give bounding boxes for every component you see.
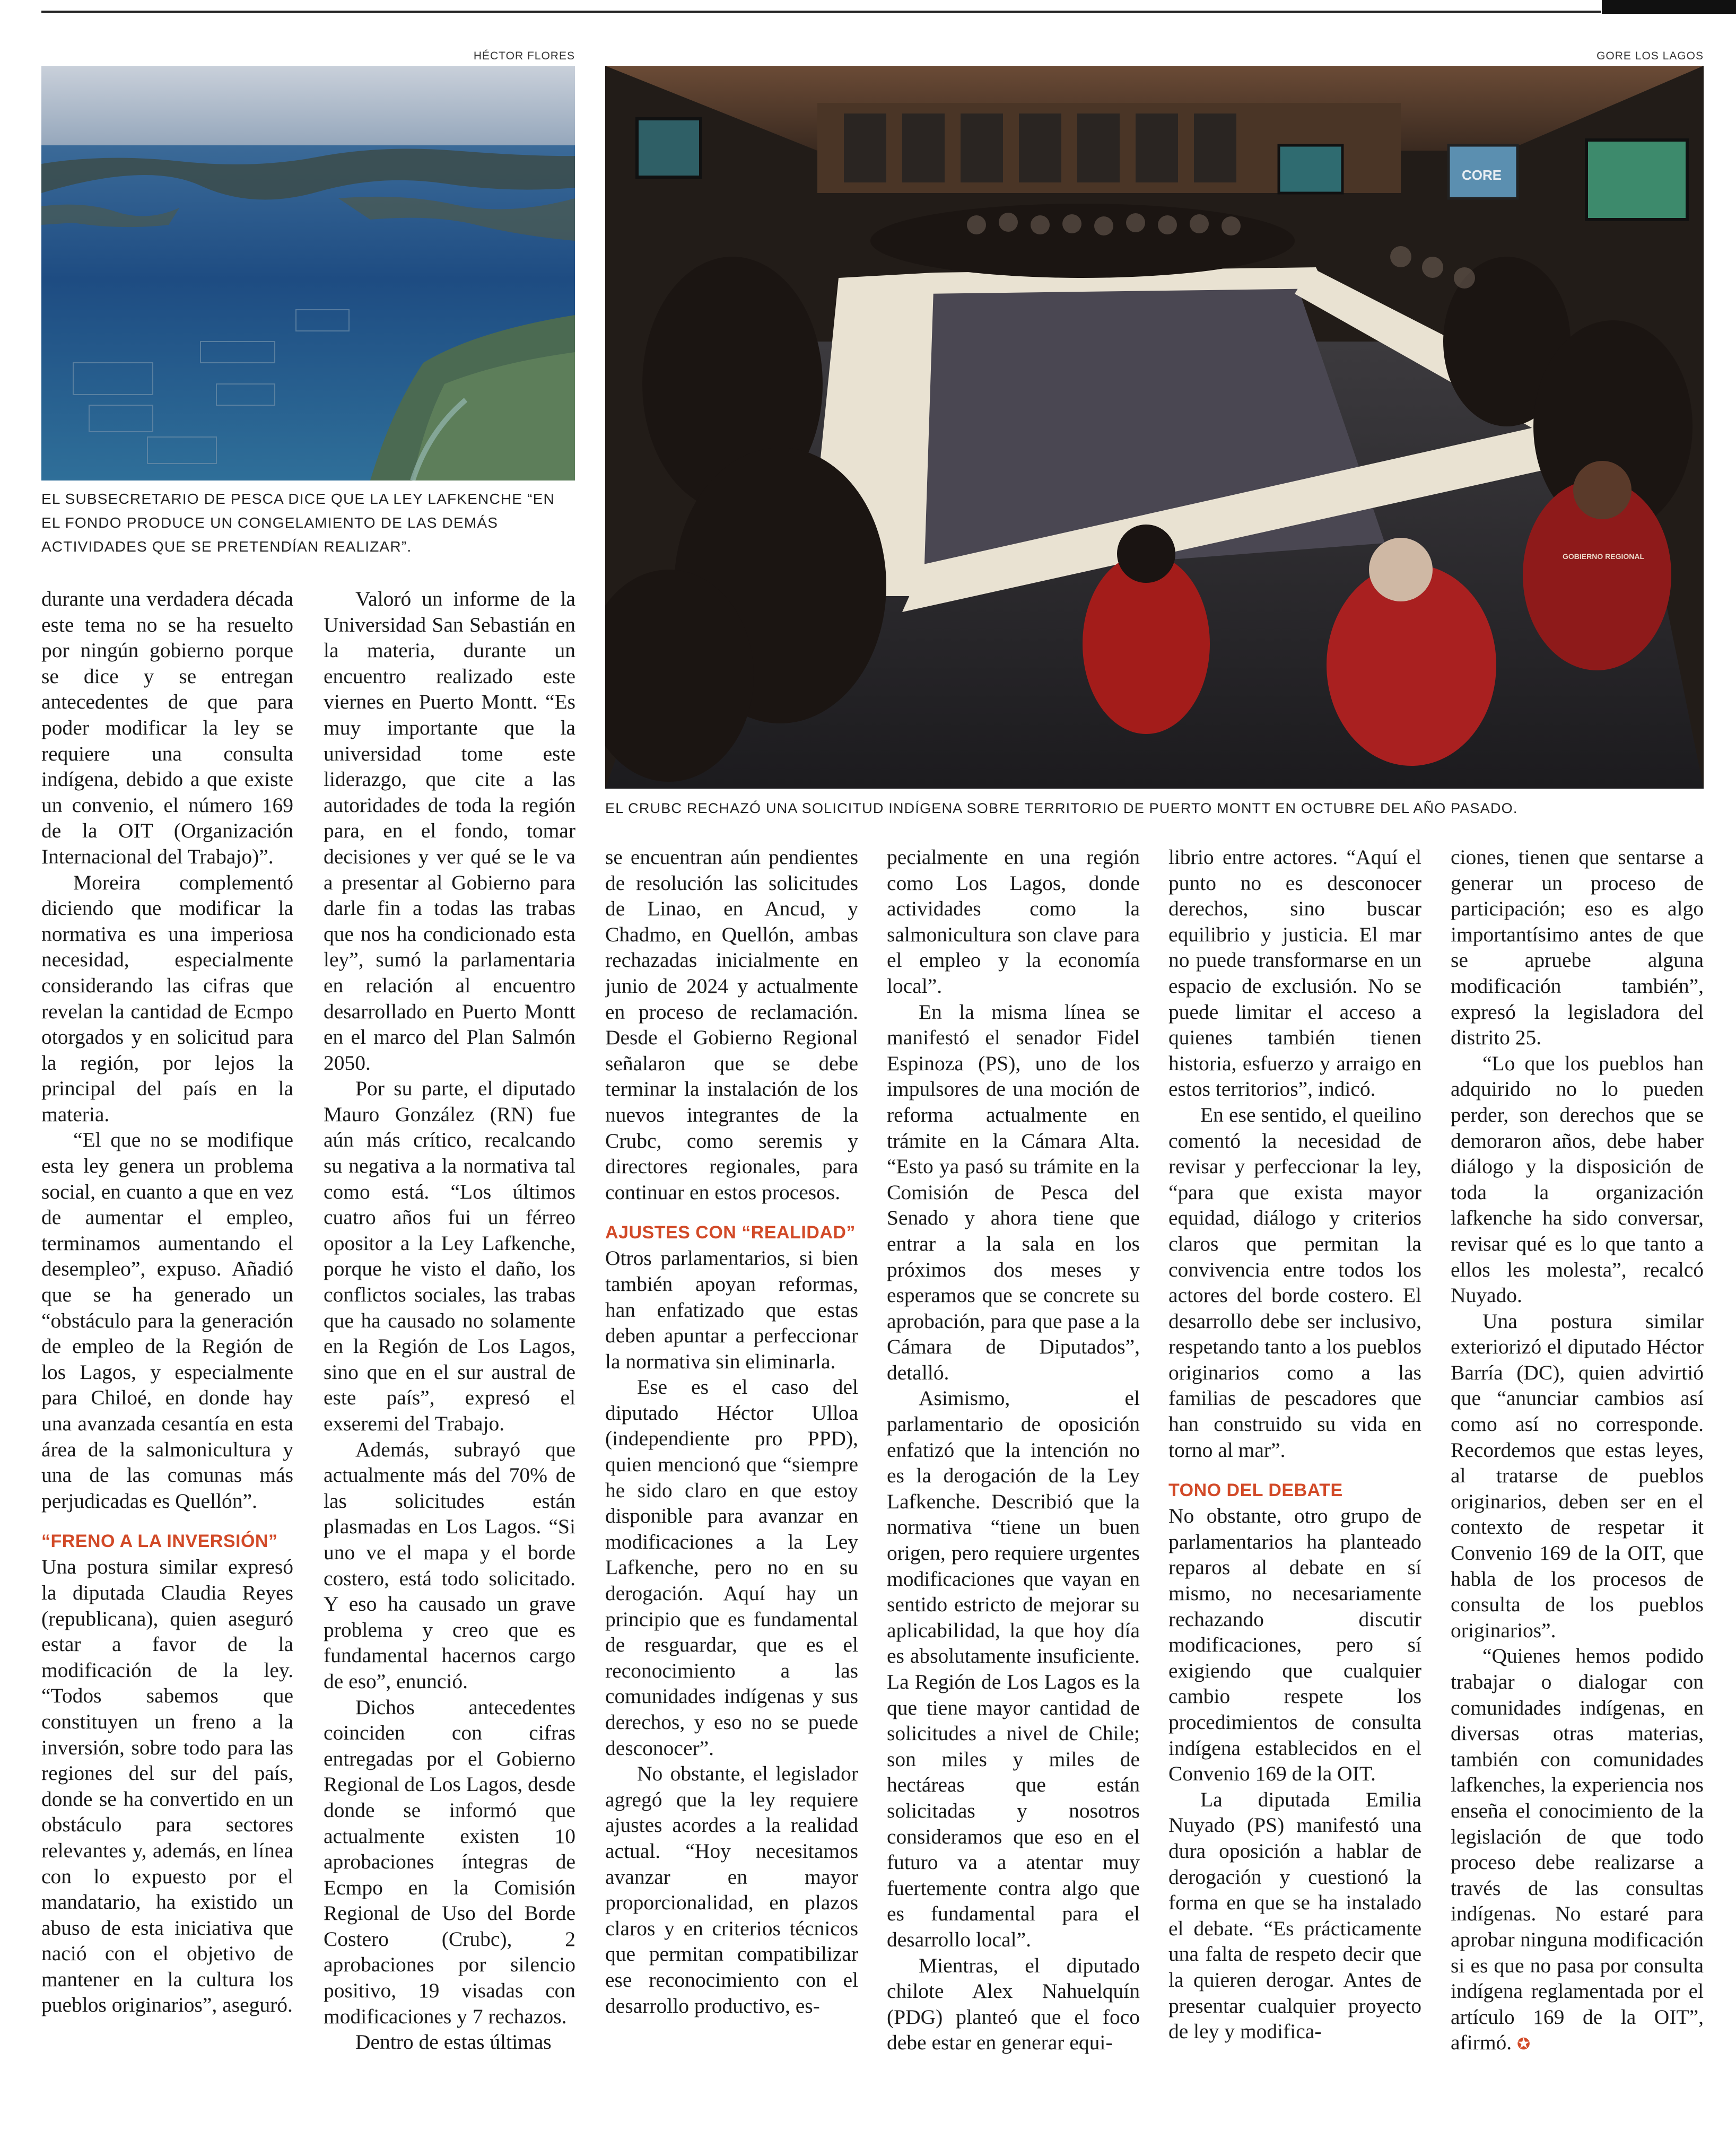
meeting-room-photo (605, 66, 1704, 789)
col1-paragraph-4: Una postura similar expresó la diputada Claudia Reyes (republicana), quien aseguró estar a favor de la modificación de la ley. “Todos sabemos que constituyen un freno a la inversión, sobre todo para las regiones del sur del país, donde se ha convertido en un obstáculo para sectores relevantes y, además, en línea con lo expuesto por el mandatario, ha existido un abuso de esta iniciativa que nació con el objetivo de mantener en la cultura los pueblos originarios”, aseguró. (41, 1555, 293, 2017)
subhead-tono-debate: TONO DEL DEBATE (1168, 1480, 1343, 1501)
article-column-6 (1451, 844, 1704, 2071)
col3-paragraph-1: se encuentran aún pendientes de resolución las solicitudes de Linao, en Ancud, y Chadmo, en Quellón, ambas rechazadas inicialmente en junio de 2024 y actualmente en proceso de reclamación. Desde el Gobierno Regional señalaron que se debe terminar la instalación de los nuevos integrantes de la Crubc, como seremis y directores regionales, para continuar en estos procesos. (605, 845, 858, 1204)
col2-paragraph-3: Además, subrayó que actualmente más del 70% de las solicitudes están plasmadas en Los Lagos. “Si uno ve el mapa y el borde costero, está todo solicitado. Y eso ha causado un grave problema y creo que es fundamental hacernos cargo de eso”, enunció. (324, 1437, 575, 1693)
col4-paragraph-1: pecialmente en una región como Los Lagos, donde actividades como la salmonicultura son clave para el empleo y la economía local”. (887, 845, 1140, 998)
end-of-article-icon: ✪ (1517, 2036, 1531, 2054)
col6-paragraph-3: Una postura similar exteriorizó el diputado Héctor Barría (DC), quien advirtió que “anunciar cambios así como así no corresponde. Recordemos que estas leyes, al tratarse de pueblos originarios, deben ser en el contexto de respetar it Convenio 169 de la OIT, que habla de los procesos de consulta de los pueblos originarios”. (1451, 1309, 1704, 1642)
photo2-caption: EL CRUBC RECHAZÓ UNA SOLICITUD INDÍGENA SOBRE TERRITORIO DE PUERTO MONTT EN OCTUBRE DEL AÑO PASADO. (605, 800, 1518, 816)
col4-paragraph-3: Asimismo, el parlamentario de oposición enfatizó que la intención no es la derogación de la Ley Lafkenche. Describió que la normativa “tiene un buen origen, pero requiere urgentes modificaciones que vayan en sentido estricto de mejorar su aplicabilidad, la que hoy día es absolutamente insuficiente. La Región de Los Lagos es la que tiene mayor cantidad de solicitudes a nivel de Chile; son miles y miles de hectáreas que están solicitadas y nosotros consideramos que eso en el futuro va a atentar muy fuertemente contra algo que es fundamental para el desarrollo local”. (887, 1386, 1140, 1951)
col4-paragraph-4: Mientras, el diputado chilote Alex Nahuelquín (PDG) planteó que el foco debe estar en generar equi- (887, 1953, 1140, 2055)
photo2-credit: GORE LOS LAGOS (1597, 50, 1704, 62)
article-column-1 (41, 586, 293, 2071)
subhead-ajustes-realidad: AJUSTES CON “REALIDAD” (605, 1222, 856, 1243)
col2-paragraph-4: Dichos antecedentes coinciden con cifras entregadas por el Gobierno Regional de Los Lagos, desde donde se informó que actualmente existen 10 aprobaciones íntegras de Ecmpo en la Comisión Regional de Uso del Borde Costero (Crubc), 2 aprobaciones por silencio positivo, 19 visadas con modificaciones y 7 rechazos. (324, 1695, 575, 2028)
screen-logo-text: CORE (1462, 167, 1502, 183)
col2-paragraph-2: Por su parte, el diputado Mauro González (RN) fue aún más crítico, recalcando su negativa a la normativa tal como está. “Los últimos cuatro años fui un férreo opositor a la Ley Lafkenche, porque he visto el daño, los conflictos sociales, las trabas que ha causado no solamente en la Región de Los Lagos, sino que en el sur austral de este país”, expresó el exseremi del Trabajo. (324, 1077, 575, 1435)
subhead-freno-inversion: “FRENO A LA INVERSIÓN” (41, 1531, 278, 1552)
jacket-text: GOBIERNO REGIONAL (1563, 552, 1645, 561)
aerial-sea-illustration (41, 66, 575, 481)
meeting-room-illustration (605, 66, 1704, 789)
col2-paragraph-1: Valoró un informe de la Universidad San Sebastián en la materia, durante un encuentro realizado este viernes en Puerto Montt. “Es muy importante que la universidad tome este liderazgo, que cite a las autoridades de toda la región para, en el fondo, tomar decisiones y ver qué se le va a presentar al Gobierno para darle fin a todas las trabas que nos ha condicionado esta ley”, sumó la parlamentaria en relación al encuentro desarrollado en Puerto Montt en el marco del Plan Salmón 2050. (324, 587, 575, 1074)
photo1-credit: HÉCTOR FLORES (473, 50, 575, 62)
col1-paragraph-1: durante una verdadera década este tema no se ha resuelto por ningún gobierno porque se dice y se entregan antecedentes de que para poder modificar la ley se requiere una consulta indígena, debido a que existe un convenio, el número 169 de la OIT (Organización Internacional del Trabajo)”. (41, 587, 293, 868)
col5-paragraph-2: En ese sentido, el queilino comentó la necesidad de revisar y perfeccionar la ley, “para que exista mayor equidad, diálogo y criterios claros que permitan la convivencia entre todos los actores del borde costero. El desarrollo debe ser inclusivo, respetando tanto a los pueblos originarios como a las familias de pescadores que han construido su vida en torno al mar”. (1168, 1103, 1421, 1462)
col1-paragraph-3: “El que no se modifique esta ley genera un problema social, en cuanto a que en vez de aumentar el empleo, terminamos aumentando el desempleo”, expuso. Añadió que se ha generado un “obstáculo para la generación de empleo de la Región de los Lagos, y especialmente para Chiloé, en donde hay una avanzada cesantía en esta área de la salmonicultura y una de las comunas más perjudicadas es Quellón”. (41, 1128, 293, 1513)
col2-paragraph-5: Dentro de estas últimas (355, 2030, 552, 2054)
top-rule (41, 11, 1601, 13)
col3-paragraph-2: Otros parlamentarios, si bien también apoyan reformas, han enfatizado que estas deben apuntar a perfeccionar la normativa sin eliminarla. (605, 1246, 858, 1373)
col6-paragraph-4-text: “Quienes hemos podido trabajar o dialogar con comunidades indígenas, en diversas otras materias, también con comunidades lafkenches, la experiencia nos enseña el conocimiento de la legislación de que todo proceso debe realizarse a través de las consultas indígenas. No estaré para aprobar ninguna modificación si es que no pasa por consulta indígena reglamentada por el artículo 169 de la OIT”, afirmó. (1451, 1644, 1704, 2055)
col1-paragraph-2: Moreira complementó diciendo que modificar la normativa es una imperiosa necesidad, especialmente considerando las cifras que revelan la cantidad de Ecmpo otorgados y en solicitud para la región, por lejos la principal del país en la materia. (41, 870, 293, 1126)
article-column-2 (324, 586, 575, 2071)
col6-paragraph-4 (1451, 1643, 1704, 2058)
col3-paragraph-3: Ese es el caso del diputado Héctor Ulloa (independiente pro PPD), quien mencionó que “siempre he sido claro en que estoy disponible para avanzar en modificaciones a la Ley Lafkenche, pero no en su derogación. Aquí hay un principio que es fundamental de resguardar, que es el reconocimiento a las comunidades indígenas y sus derechos, y eso no se puede desconocer”. (605, 1375, 858, 1760)
col4-paragraph-2: En la misma línea se manifestó el senador Fidel Espinoza (PS), uno de los impulsores de una moción de reforma actualmente en trámite en la Cámara Alta. “Esto ya pasó su trámite en la Comisión de Pesca del Senado y ahora tiene que entrar a la sala en los próximos dos meses y esperamos que se concrete su aprobación, para que pase a la Cámara de Diputados”, detalló. (887, 1000, 1140, 1384)
article-column-3 (605, 844, 858, 2071)
col6-paragraph-1: ciones, tienen que sentarse a generar un proceso de participación; eso es algo importantísimo antes de que se apruebe alguna modificación también”, expresó la legisladora del distrito 25. (1451, 845, 1704, 1050)
col5-paragraph-3: No obstante, otro grupo de parlamentarios ha planteado reparos al debate en sí mismo, no necesariamente rechazando discutir modificaciones, pero sí exigiendo que cualquier cambio respete los procedimientos de consulta indígena establecidos en el Convenio 169 de la OIT. (1168, 1504, 1421, 1786)
article-column-4 (887, 844, 1140, 2071)
aerial-sea-photo (41, 66, 575, 481)
col5-paragraph-1: librio entre actores. “Aquí el punto no es desconocer derechos, sino buscar equilibrio y justicia. El mar no puede transformarse en un espacio de exclusión. No se puede limitar el acceso a quienes también tienen historia, esfuerzo y arraigo en estos territorios”, indicó. (1168, 845, 1421, 1101)
article-column-5 (1168, 844, 1421, 2071)
col6-paragraph-2: “Lo que los pueblos han adquirido no lo pueden perder, son derechos que se demoraron años, debe haber diálogo y la disposición de toda la organización lafkenche ha sido conversar, revisar qué es lo que tanto a ellos les molesta”, recalcó Nuyado. (1451, 1051, 1704, 1307)
col5-paragraph-4: La diputada Emilia Nuyado (PS) manifestó una dura oposición a hablar de derogación y cuestionó la forma en que se ha instalado el debate. “Es prácticamente una falta de respeto decir que la quieren derogar. Antes de presentar cualquier proyecto de ley y modifica- (1168, 1787, 1421, 2043)
col3-paragraph-4: No obstante, el legislador agregó que la ley requiere ajustes acordes a la realidad actual. “Hoy necesitamos avanzar en mayor proporcionalidad, en plazos claros y en criterios técnicos que permitan compatibilizar ese reconocimiento con el desarrollo productivo, es- (605, 1762, 858, 2017)
page-tab-marker (1602, 0, 1736, 14)
photo1-caption: EL SUBSECRETARIO DE PESCA DICE QUE LA LEY LAFKENCHE “EN EL FONDO PRODUCE UN CONGELAMIENTO DE LAS DEMÁS ACTIVIDADES QUE SE PRETENDÍAN REALIZAR”. (41, 491, 555, 555)
